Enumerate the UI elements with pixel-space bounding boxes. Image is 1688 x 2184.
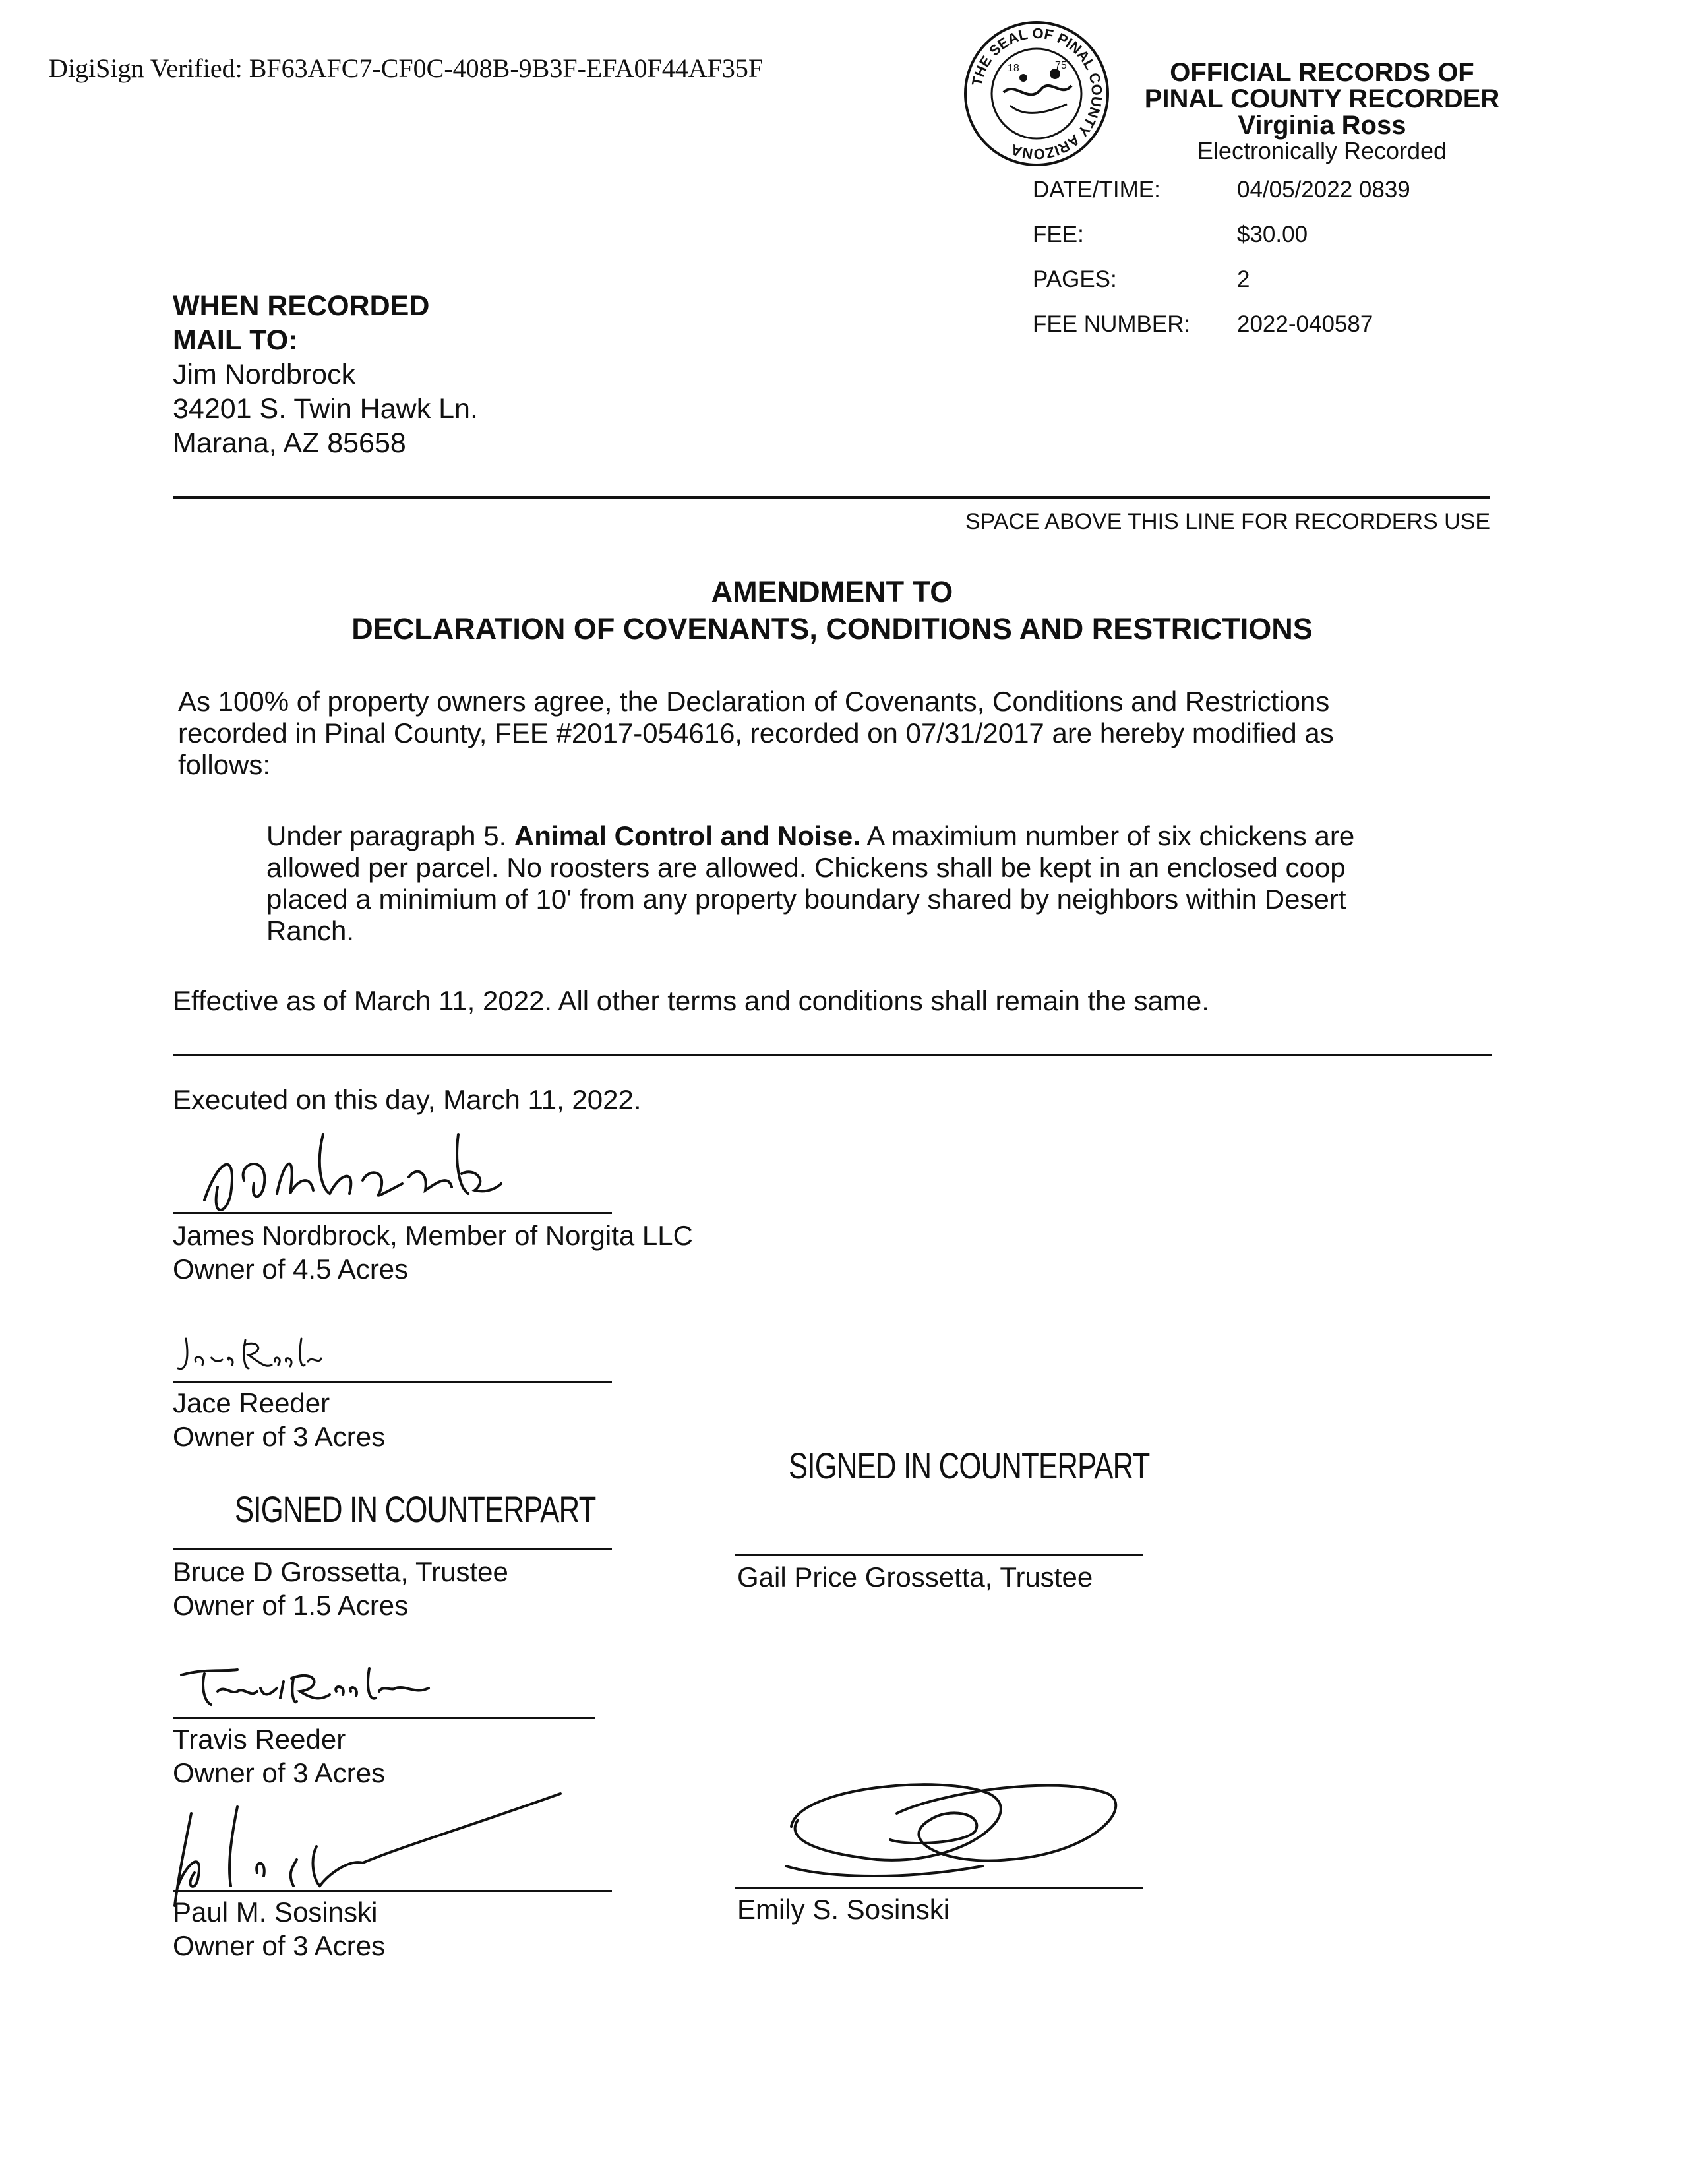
amendment-paragraph [266,820,1493,947]
amendment-line4: Ranch. [266,915,355,946]
signatory-name: Gail Price Grossetta, Trustee [737,1562,1093,1592]
amendment-prefix: Under paragraph 5. [266,820,507,851]
mail-to-street: 34201 S. Twin Hawk Ln. [173,393,478,425]
signature-travis-reeder [178,1662,435,1714]
intro-line3: follows: [178,749,271,780]
title-line2: DECLARATION OF COVENANTS, CONDITIONS AND RESTRICTIONS [351,612,1313,646]
meta-value: $30.00 [1237,222,1308,247]
signatory-nordbrock [173,1219,693,1286]
amendment-line3: placed a minimium of 10' from any property boundary shared by neighbors within Desert [266,884,1346,915]
meta-value: 2 [1237,266,1250,292]
meta-row-fee-number [1033,311,1373,338]
signature-line [735,1554,1143,1556]
meta-label: FEE: [1033,222,1084,247]
signatory-acres: Owner of 1.5 Acres [173,1590,409,1621]
amendment-text: A maximium number of six chickens are [866,820,1355,851]
recorder-line1: OFFICIAL RECORDS OF [1170,58,1474,87]
counterpart-stamp: SIGNED IN COUNTERPART [789,1445,1150,1486]
amendment-line1 [266,820,1493,852]
signatory-name: Travis Reeder [173,1724,346,1755]
meta-value: 04/05/2022 0839 [1237,177,1410,202]
signatory-paul [173,1895,385,1962]
mail-to-name: Jim Nordbrock [173,359,356,390]
amendment-heading: Animal Control and Noise. [514,820,860,851]
signature-line [173,1381,612,1383]
signature-line [173,1890,612,1892]
signatory-acres: Owner of 3 Acres [173,1421,386,1452]
county-seal-icon [963,20,1110,167]
mail-to-city: Marana, AZ 85658 [173,427,406,459]
signatory-travis [173,1722,385,1790]
recorder-divider [173,496,1490,499]
meta-row-datetime [1033,177,1410,203]
signatory-jace [173,1386,385,1453]
recorder-line2: PINAL COUNTY RECORDER [1144,84,1500,113]
signatory-name: James Nordbrock, Member of Norgita LLC [173,1220,693,1251]
meta-label: PAGES: [1033,266,1117,292]
counterpart-stamp: SIGNED IN COUNTERPART [235,1488,596,1530]
mail-to-block [173,289,478,460]
recorder-name: Virginia Ross [1238,111,1406,140]
signatory-acres: Owner of 4.5 Acres [173,1254,409,1285]
meta-row-pages [1033,266,1250,293]
signature-paul-sosinski [165,1787,574,1912]
signature-emily-sosinski [778,1767,1134,1886]
mail-to-heading: WHEN RECORDED [173,290,430,322]
meta-value: 2022-040587 [1237,311,1373,337]
verification-code: DigiSign Verified: BF63AFC7-CF0C-408B-9B3F-EFA0F44AF35F [49,53,764,83]
signatory-emily [737,1893,950,1926]
signatory-name: Jace Reeder [173,1387,330,1418]
signatory-bruce [173,1555,508,1622]
amendment-line2: allowed per parcel. No roosters are allowed. Chickens shall be kept in an enclosed coop [266,852,1346,883]
executed-statement: Executed on this day, March 11, 2022. [173,1084,642,1115]
signature-line [735,1887,1143,1889]
title-line1: AMENDMENT TO [711,575,953,609]
recorder-heading [1121,59,1523,138]
meta-label: FEE NUMBER: [1033,311,1191,337]
signatory-name: Paul M. Sosinski [173,1896,378,1927]
svg-text:75: 75 [1055,60,1067,71]
signature-line [173,1548,612,1550]
signatory-gail [737,1560,1093,1594]
intro-paragraph [178,686,1334,781]
signature-line [173,1212,612,1214]
body-divider [173,1054,1492,1056]
svg-text:18: 18 [1008,63,1019,74]
document-title [173,574,1492,648]
signature-nordbrock [198,1121,508,1220]
signatory-name: Emily S. Sosinski [737,1894,950,1925]
recorder-subtitle: Electronically Recorded [1197,137,1447,164]
mail-to-heading2: MAIL TO: [173,324,298,356]
meta-label: DATE/TIME: [1033,177,1160,202]
signatory-acres: Owner of 3 Acres [173,1930,386,1961]
effective-statement: Effective as of March 11, 2022. All other terms and conditions shall remain the same. [173,985,1209,1016]
space-above-label: SPACE ABOVE THIS LINE FOR RECORDERS USE [965,509,1490,534]
meta-row-fee [1033,222,1308,248]
signature-line [173,1717,595,1719]
signatory-acres: Owner of 3 Acres [173,1757,386,1788]
signature-jace-reeder [173,1332,324,1378]
intro-line2: recorded in Pinal County, FEE #2017-054616, recorded on 07/31/2017 are hereby modified as [178,717,1334,748]
signatory-name: Bruce D Grossetta, Trustee [173,1556,508,1587]
intro-line1: As 100% of property owners agree, the Declaration of Covenants, Conditions and Restrictions [178,686,1330,717]
svg-text:THE SEAL OF PINAL COUNTY ARIZO: THE SEAL OF PINAL COUNTY ARIZONA [968,24,1106,163]
